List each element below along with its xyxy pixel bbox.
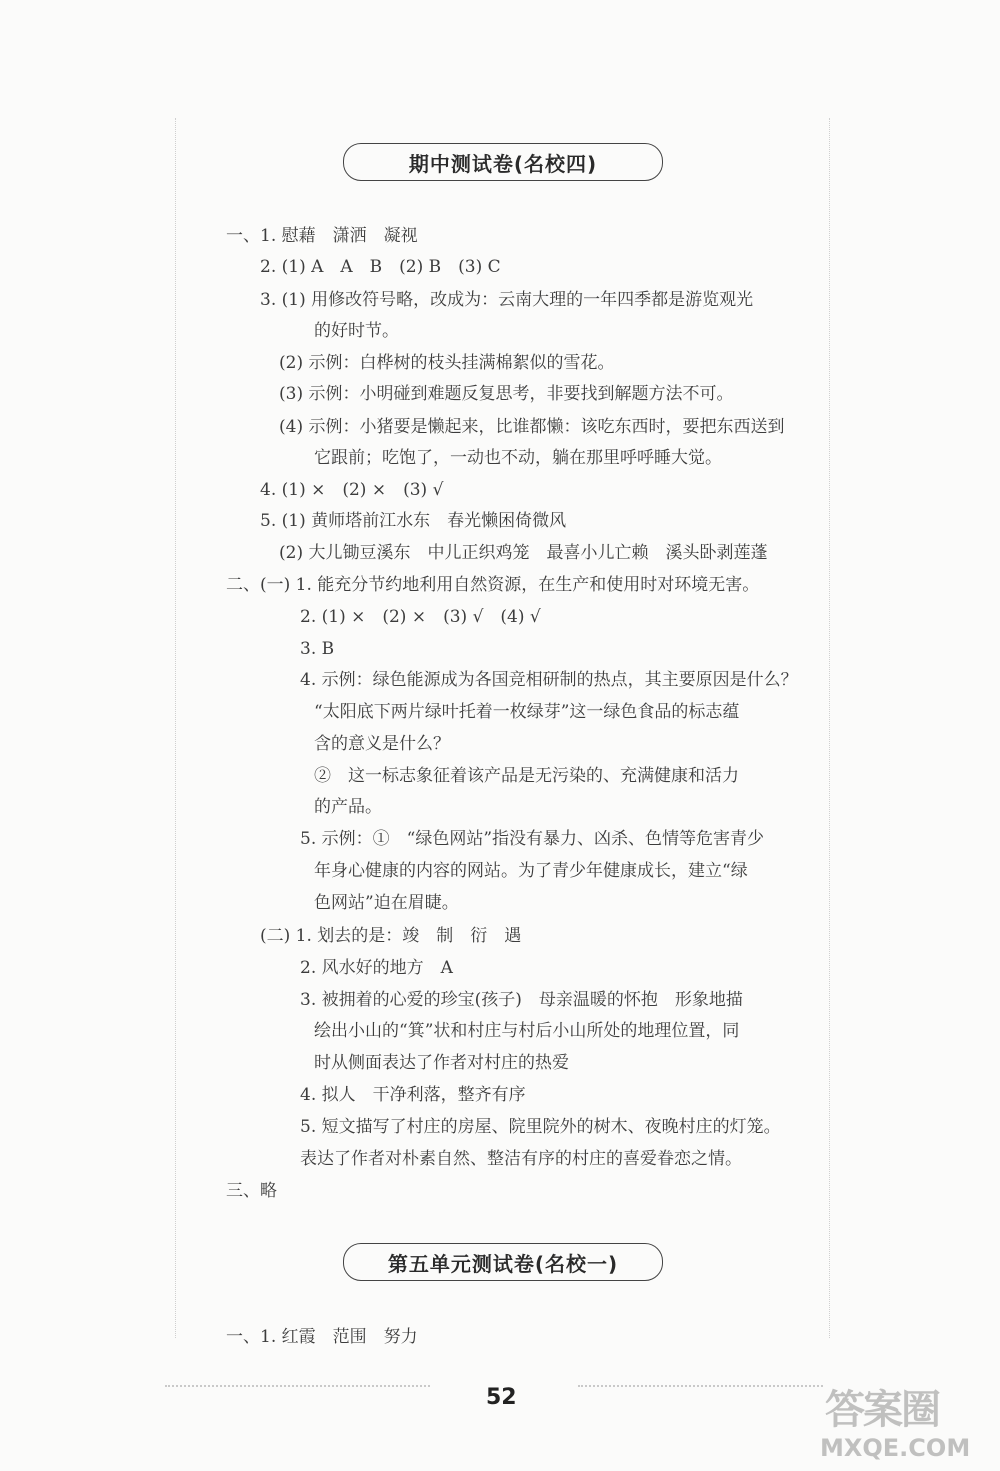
answer-line: 绘出小山的“箕”状和村庄与村后小山所处的地理位置，同 xyxy=(314,1021,740,1041)
answer-line: 2. (1) × (2) × (3) √ (4) √ xyxy=(300,607,541,627)
answer-line: 5. 示例：① “绿色网站”指没有暴力、凶杀、色情等危害青少 xyxy=(300,829,765,849)
answer-line: 4. 拟人 干净利落，整齐有序 xyxy=(300,1085,526,1105)
answer-line: 2. 风水好的地方 A xyxy=(300,958,453,978)
answer-line: 的好时节。 xyxy=(314,321,399,341)
answer-line: 4. 示例：绿色能源成为各国竞相研制的热点，其主要原因是什么？ xyxy=(300,670,798,690)
answer-line: 三、略 xyxy=(226,1181,277,1201)
answer-line: 一、1. 红霞 范围 努力 xyxy=(226,1327,418,1347)
answer-line: 2. (1) A A B (2) B (3) C xyxy=(260,257,501,277)
page-number: 52 xyxy=(486,1385,517,1410)
answer-line: 它跟前；吃饱了，一动也不动，躺在那里呼呼睡大觉。 xyxy=(314,448,722,468)
answer-line: (二) 1. 划去的是：竣 制 衍 遇 xyxy=(260,926,522,946)
section-title-midterm: 期中测试卷(名校四) xyxy=(343,143,663,181)
answer-line: 一、1. 慰藉 潇洒 凝视 xyxy=(226,226,418,246)
watermark-url: MXQE.COM xyxy=(820,1434,971,1462)
answer-line: 5. (1) 黄师塔前江水东 春光懒困倚微风 xyxy=(260,511,567,531)
answer-line: 表达了作者对朴素自然、整洁有序的村庄的喜爱眷恋之情。 xyxy=(300,1149,742,1169)
answer-line: “太阳底下两片绿叶托着一枚绿芽”这一绿色食品的标志蕴 xyxy=(314,702,740,722)
answer-line: 3. (1) 用修改符号略，改成为：云南大理的一年四季都是游览观光 xyxy=(260,290,754,310)
answer-line: 含的意义是什么？ xyxy=(314,734,450,754)
answer-line: 3. B xyxy=(300,639,335,659)
answer-line: 3. 被拥着的心爱的珍宝(孩子) 母亲温暖的怀抱 形象地描 xyxy=(300,990,743,1010)
section-title-unit5: 第五单元测试卷(名校一) xyxy=(343,1243,663,1281)
answer-line: (2) 示例：白桦树的枝头挂满棉絮似的雪花。 xyxy=(279,353,615,373)
watermark-logo: 答案圈 xyxy=(825,1387,939,1433)
answer-line: 4. (1) × (2) × (3) √ xyxy=(260,480,444,500)
margin-rule-left xyxy=(175,118,176,1338)
answer-line: 色网站”迫在眉睫。 xyxy=(314,893,459,913)
footer-rule-left xyxy=(165,1385,430,1387)
answer-line: (4) 示例：小猪要是懒起来，比谁都懒：该吃东西时，要把东西送到 xyxy=(279,417,785,437)
footer-rule-right xyxy=(578,1385,823,1387)
answer-line: 的产品。 xyxy=(314,797,382,817)
answer-line: 时从侧面表达了作者对村庄的热爱 xyxy=(314,1053,569,1073)
answer-line: ② 这一标志象征着该产品是无污染的、充满健康和活力 xyxy=(314,766,739,786)
answer-line: 二、(一) 1. 能充分节约地利用自然资源，在生产和使用时对环境无害。 xyxy=(226,575,760,595)
answer-line: 5. 短文描写了村庄的房屋、院里院外的树木、夜晚村庄的灯笼。 xyxy=(300,1117,781,1137)
answer-line: (3) 示例：小明碰到难题反复思考，非要找到解题方法不可。 xyxy=(279,384,734,404)
answer-line: 年身心健康的内容的网站。为了青少年健康成长，建立“绿 xyxy=(314,861,748,881)
answer-line: (2) 大儿锄豆溪东 中儿正织鸡笼 最喜小儿亡赖 溪头卧剥莲蓬 xyxy=(279,543,768,563)
margin-rule-right xyxy=(829,118,830,1338)
